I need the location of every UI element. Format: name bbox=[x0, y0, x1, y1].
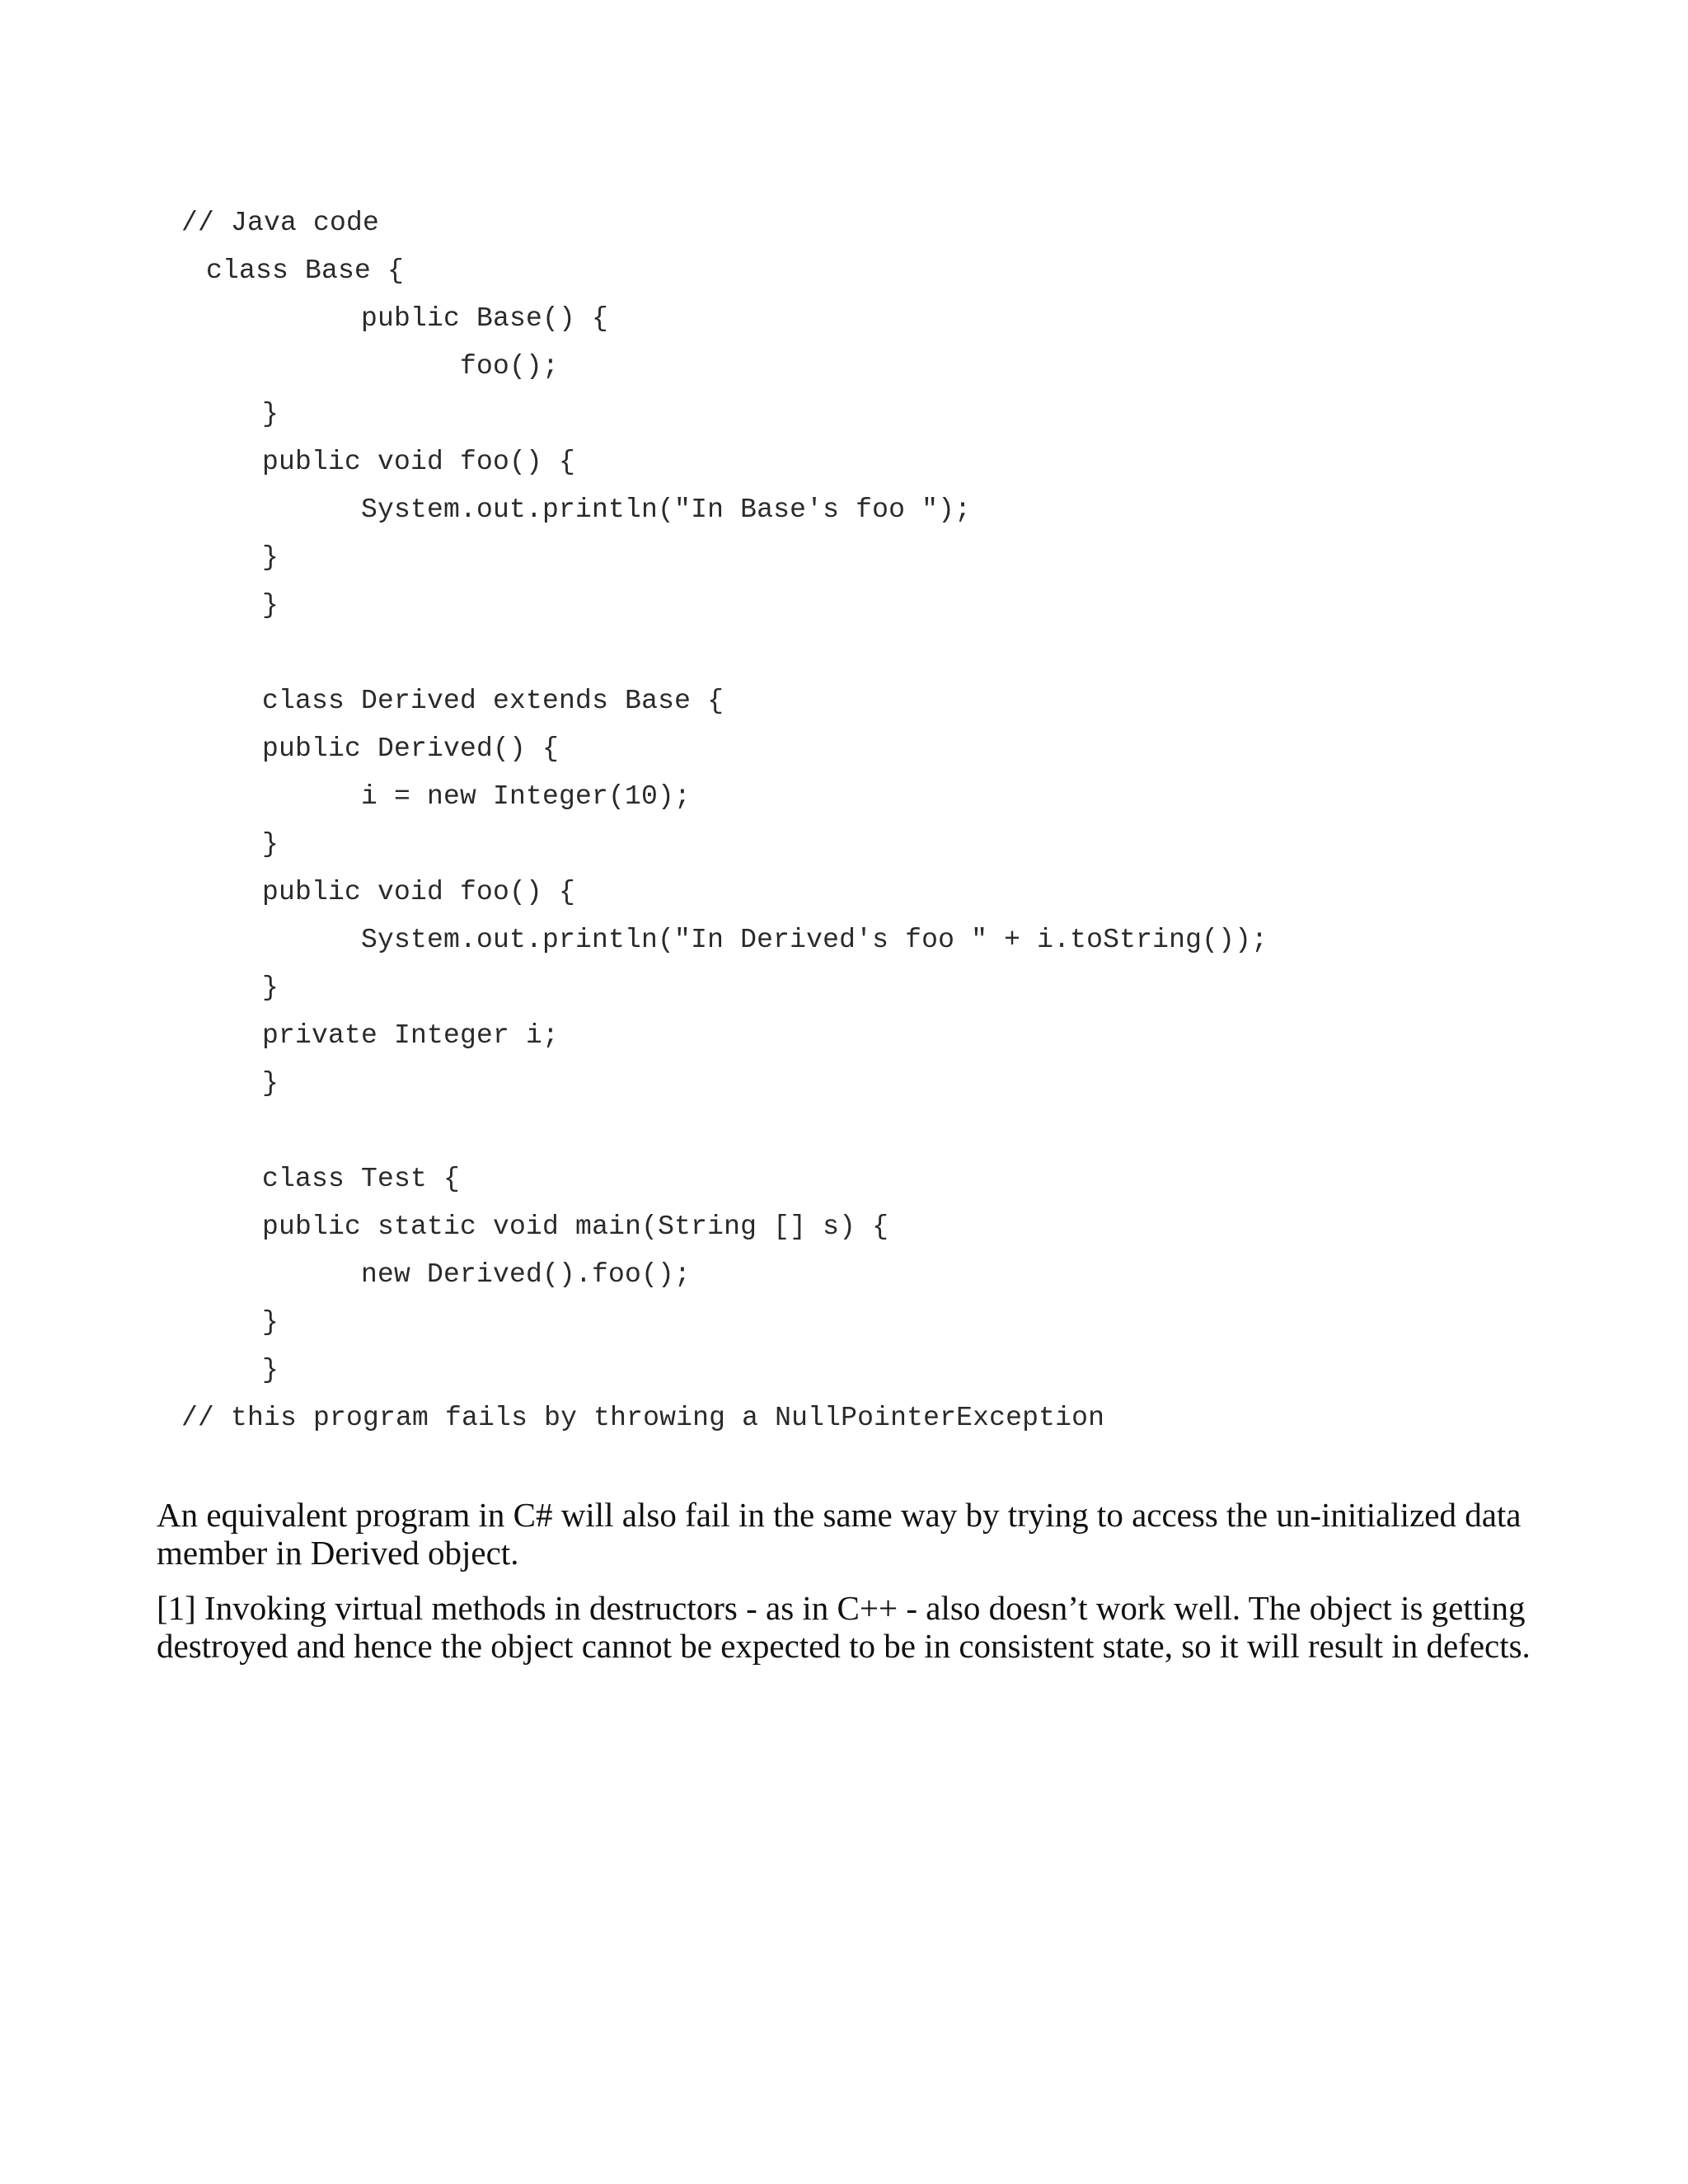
code-line: } bbox=[262, 829, 279, 860]
code-line: // this program fails by throwing a NullPointerException bbox=[181, 1403, 1105, 1433]
code-line: public void foo() { bbox=[262, 447, 576, 477]
code-line: System.out.println("In Base's foo "); bbox=[361, 494, 972, 525]
code-line: public void foo() { bbox=[262, 877, 576, 907]
body-paragraph: An equivalent program in C# will also fail in the same way by trying to access the un-initialized data member in Derived object. bbox=[157, 1496, 1522, 1572]
code-line: } bbox=[262, 1355, 279, 1385]
footnote-paragraph: [1] Invoking virtual methods in destructors - as in C++ - also doesn’t work well. The object is getting destroyed and hence the object cannot be expected to be in consistent state, so it will result in defects. bbox=[157, 1589, 1531, 1665]
code-line: public static void main(String [] s) { bbox=[262, 1212, 889, 1242]
code-line: } bbox=[262, 1307, 279, 1338]
code-line: public Base() { bbox=[361, 303, 609, 334]
code-line: } bbox=[262, 1068, 279, 1099]
code-line: new Derived().foo(); bbox=[361, 1259, 692, 1290]
code-line: } bbox=[262, 972, 279, 1003]
code-line: private Integer i; bbox=[262, 1020, 560, 1051]
code-line: System.out.println("In Derived's foo " + i.toString()); bbox=[361, 925, 1268, 955]
code-line: // Java code bbox=[181, 208, 380, 238]
code-line: class Base { bbox=[206, 255, 405, 286]
code-line: public Derived() { bbox=[262, 733, 560, 764]
code-line: class Derived extends Base { bbox=[262, 686, 724, 716]
code-line: } bbox=[262, 590, 279, 621]
code-line: } bbox=[262, 399, 279, 429]
code-line: } bbox=[262, 542, 279, 573]
code-line: foo(); bbox=[460, 351, 560, 382]
code-line: class Test { bbox=[262, 1164, 461, 1194]
code-line: i = new Integer(10); bbox=[361, 781, 692, 812]
